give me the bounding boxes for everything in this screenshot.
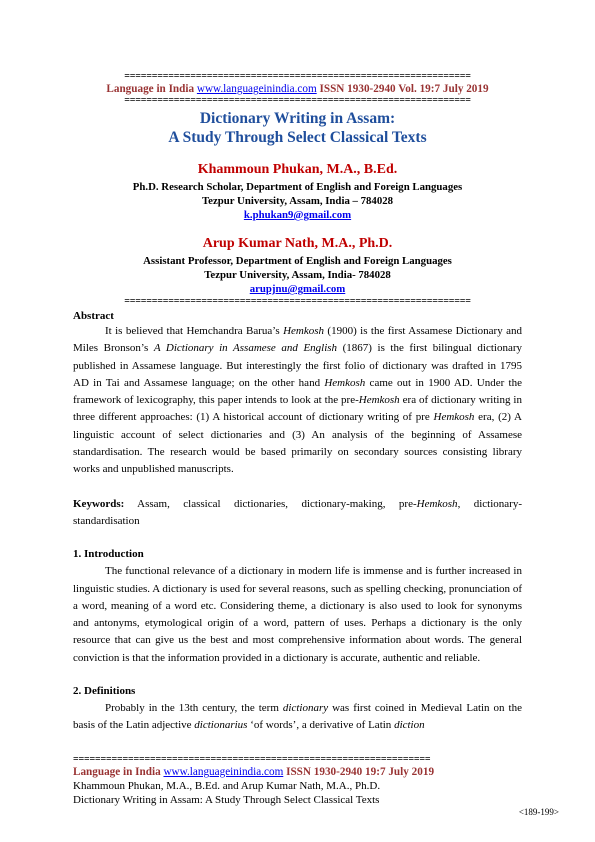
header-rule-top: ===============================================================: [124, 72, 471, 82]
abstract-italic-run: Hemkosh: [433, 411, 475, 424]
abstract-italic-run: Hemkosh: [358, 394, 400, 407]
abstract-run: (1867) is the first bilingual dictionary published in Assamese language. But interestingly the first folio of dictionary was drafted in 1795 AD in Tai and Assamese language; on the other hand: [73, 342, 522, 389]
author-address: Tezpur University, Assam, India – 784028: [201, 195, 394, 207]
journal-header: [73, 82, 522, 96]
footer-journal-line: [73, 765, 522, 779]
page-range: <189-199>: [518, 807, 559, 817]
keywords-paragraph: [73, 496, 522, 531]
definitions-run: was first coined in Medieval Latin on the basis of the Latin adjective: [73, 702, 522, 732]
abstract-run: came out in 1900 AD. Under the framework of lexicography, this paper intends to look at the pre-: [73, 376, 522, 407]
footer-journal-issn: ISSN 1930-2940 19:7 July 2019: [286, 766, 435, 778]
abstract-italic-run: Hemkosh: [283, 325, 324, 337]
journal-url-link[interactable]: www.languageinindia.com: [196, 83, 317, 95]
journal-issn: ISSN 1930-2940 Vol. 19:7 July 2019: [319, 83, 489, 95]
paper-title: [73, 109, 522, 147]
abstract-run: It is believed that Hemchandra Barua’s: [105, 325, 284, 337]
footer-title: Dictionary Writing in Assam: A Study Through Select Classical Texts: [73, 794, 380, 806]
page-footer: [73, 755, 522, 807]
keywords-text: Assam, classical dictionaries, dictionary-making, pre-: [124, 497, 417, 510]
definitions-heading: 2. Definitions: [73, 685, 136, 698]
footer-journal-url-link[interactable]: www.languageinindia.com: [163, 766, 284, 778]
author-name: Arup Kumar Nath, M.A., Ph.D.: [202, 236, 393, 251]
author-affiliation: Assistant Professor, Department of English and Foreign Languages: [143, 255, 452, 267]
keywords-italic: Hemkosh: [416, 497, 458, 510]
footer-rule: =================================================================: [73, 755, 431, 765]
definitions-run: Probably in the 13th century, the term: [105, 702, 283, 715]
author-email-link[interactable]: arupjnu@gmail.com: [249, 283, 346, 295]
abstract-italic-run: A Dictionary in Assamese and English: [153, 342, 338, 355]
header-rule-bottom: ===============================================================: [124, 96, 471, 106]
author-email-link[interactable]: k.phukan9@gmail.com: [243, 209, 352, 221]
paper-title-line2: A Study Through Select Classical Texts: [168, 129, 427, 146]
author-affiliation: Ph.D. Research Scholar, Department of English and Foreign Languages: [132, 181, 463, 193]
author-name: Khammoun Phukan, M.A., B.Ed.: [197, 162, 398, 177]
definitions-italic-run: diction: [394, 719, 425, 732]
paper-title-line1: Dictionary Writing in Assam:: [199, 110, 396, 127]
keywords-label: Keywords:: [73, 497, 125, 510]
definitions-italic-run: dictionary: [282, 702, 329, 715]
abstract-text: [73, 323, 522, 479]
abstract-run: (1900) is the first Assamese Dictionary and Miles Bronson’s: [73, 325, 522, 355]
keywords-text-end: , dictionary-standardisation: [73, 497, 523, 527]
introduction-heading: 1. Introduction: [73, 548, 144, 561]
author-block-2: [73, 235, 522, 296]
definitions-italic-run: dictionarius: [194, 719, 248, 732]
abstract-heading: Abstract: [73, 310, 114, 322]
journal-name: Language in India: [106, 83, 195, 95]
abstract-italic-run: Hemkosh: [324, 376, 366, 389]
abstract-run: era, (2) A linguistic account of select dictionaries and (3) An analysis of the beginning of Assamese standardisation. The research would be based primarily on secondary sources consisting library works and unpublished manuscripts.: [73, 411, 522, 476]
introduction-text: The functional relevance of a dictionary in modern life is immense and is further increased in linguistic studies. A dictionary is used for several reasons, such as spelling checking, pronunciation of a word, meaning of a word etc. Considering theme, a dictionary is also used to look for synonyms and antonyms, etymological origin of a word, pattern of uses. Perhaps a dictionary is the only resource that can give us the best and most comprehensive information about words. The general conviction is that the information provided in a dictionary is accurate, authentic and reliable.: [73, 565, 522, 664]
definitions-run: ‘of words’, a derivative of Latin: [247, 719, 395, 732]
footer-authors: Khammoun Phukan, M.A., B.Ed. and Arup Kumar Nath, M.A., Ph.D.: [73, 780, 381, 792]
abstract-run: era of dictionary writing in three different approaches: (1) A historical account of dictionary writing of pre: [73, 394, 522, 424]
definitions-text: [73, 700, 522, 735]
footer-journal-name: Language in India: [73, 766, 161, 778]
author-block-1: [73, 161, 522, 222]
section-rule: ===============================================================: [124, 297, 471, 307]
author-address: Tezpur University, Assam, India- 784028: [204, 269, 391, 281]
article-page: [73, 72, 522, 735]
